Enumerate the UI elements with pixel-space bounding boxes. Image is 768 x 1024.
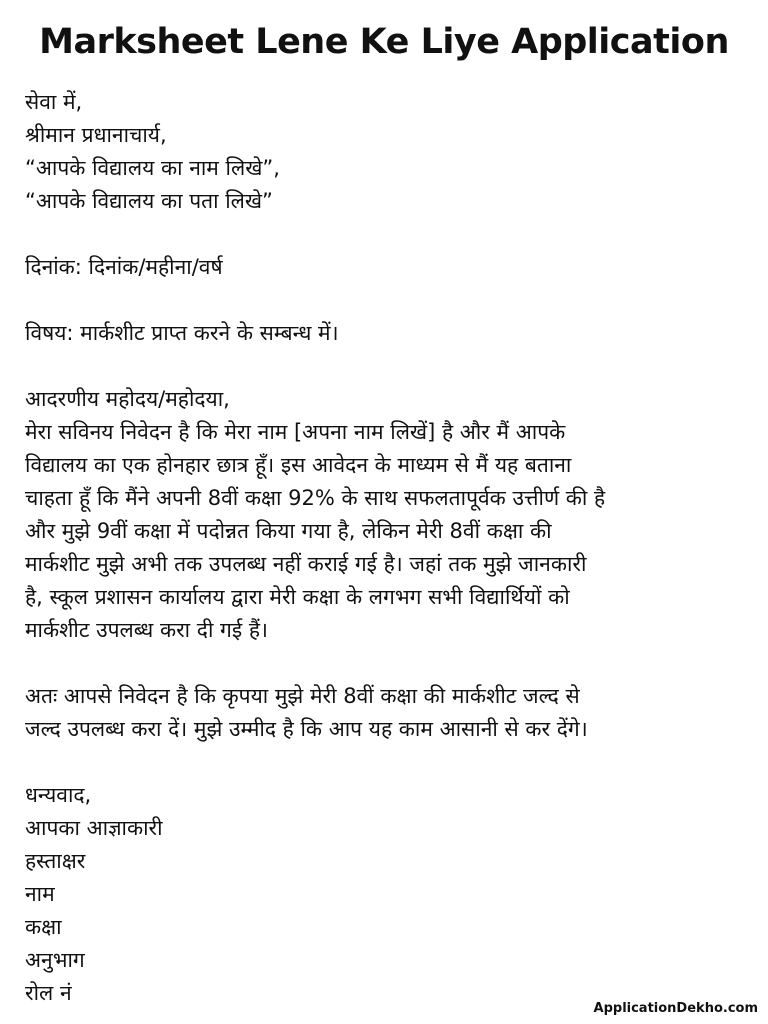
paragraph-1-line: मेरा सविनय निवेदन है कि मेरा नाम [अपना नाम लिखें] है और मैं आपके	[25, 420, 566, 444]
paragraph-2-line: जल्द उपलब्ध करा दें। मुझे उम्मीद है कि आप यह काम आसानी से कर देंगे।	[25, 717, 588, 741]
paragraph-1-line: विद्यालय का एक होनहार छात्र हूँ। इस आवेदन के माध्यम से मैं यह बताना	[25, 453, 572, 477]
closing-section: अनुभाग	[25, 948, 85, 972]
subject-line: विषय: मार्कशीट प्राप्त करने के सम्बन्ध में।	[25, 321, 339, 345]
salutation-to: सेवा में,	[25, 90, 83, 114]
closing-name: नाम	[25, 882, 55, 906]
spacer	[25, 218, 750, 251]
spacer	[25, 284, 750, 317]
spacer	[25, 647, 750, 680]
spacer	[25, 350, 750, 383]
spacer	[25, 746, 750, 779]
paragraph-1-line: मार्कशीट उपलब्ध करा दी गई हैं।	[25, 618, 268, 642]
date-line: दिनांक: दिनांक/महीना/वर्ष	[25, 255, 223, 279]
paragraph-1-line: चाहता हूँ कि मैंने अपनी 8वीं कक्षा 92% के साथ सफलतापूर्वक उत्तीर्ण की है	[25, 486, 606, 510]
site-watermark: ApplicationDekho.com	[593, 1001, 758, 1016]
recipient: श्रीमान प्रधानाचार्य,	[25, 123, 167, 147]
paragraph-1-line: है, स्कूल प्रशासन कार्यालय द्वारा मेरी कक्षा के लगभग सभी विद्यार्थियों को	[25, 585, 570, 609]
closing-class: कक्षा	[25, 915, 62, 939]
closing-obedient: आपका आज्ञाकारी	[25, 816, 163, 840]
closing-roll-no: रोल नं	[25, 981, 72, 1005]
school-name: “आपके विद्यालय का नाम लिखे”,	[25, 156, 280, 180]
page-title: Marksheet Lene Ke Liye Application	[39, 22, 729, 62]
closing-thanks: धन्यवाद,	[25, 783, 92, 807]
closing-signature: हस्ताक्षर	[25, 849, 86, 873]
paragraph-2-line: अतः आपसे निवेदन है कि कृपया मुझे मेरी 8वीं कक्षा की मार्कशीट जल्द से	[25, 684, 580, 708]
paragraph-1-line: और मुझे 9वीं कक्षा में पदोन्नत किया गया है, लेकिन मेरी 8वीं कक्षा की	[25, 519, 552, 543]
paragraph-1-line: मार्कशीट मुझे अभी तक उपलब्ध नहीं कराई गई है। जहां तक मुझे जानकारी	[25, 552, 587, 576]
school-address: “आपके विद्यालय का पता लिखे”	[25, 189, 273, 213]
greeting: आदरणीय महोदय/महोदया,	[25, 387, 230, 411]
letter-body	[25, 86, 750, 1010]
